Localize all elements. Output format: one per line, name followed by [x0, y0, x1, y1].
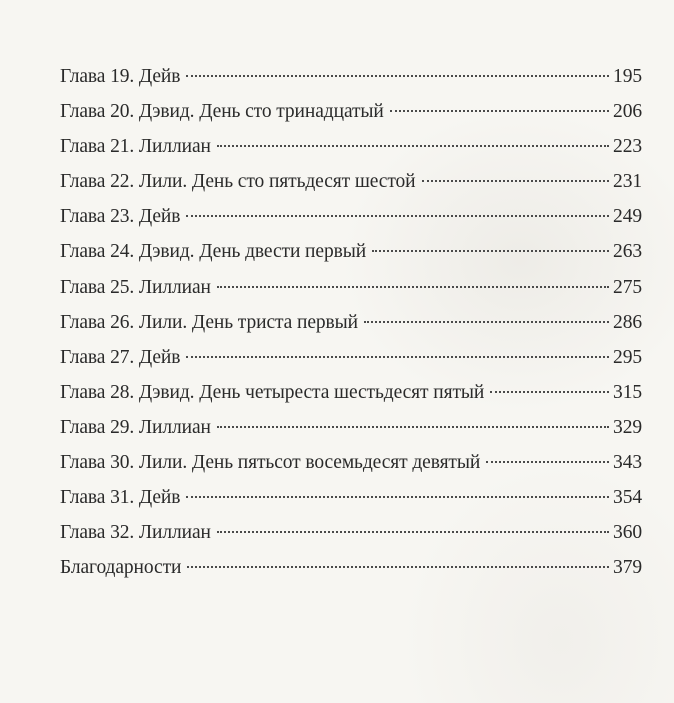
dot-leader — [490, 391, 609, 393]
toc-entry — [60, 445, 642, 480]
toc-entry — [60, 340, 642, 375]
toc-entry — [60, 59, 642, 94]
toc-entry — [60, 270, 642, 305]
toc-entry-page: 231 — [613, 171, 642, 193]
dot-leader — [186, 356, 609, 358]
toc-entry-page: 379 — [613, 557, 642, 579]
toc-entry-page: 315 — [613, 381, 642, 403]
toc-entry-title: Глава 27. Дейв — [60, 346, 181, 368]
toc-entry-title: Глава 22. Лили. День сто пятьдесят шестой — [60, 171, 416, 193]
toc-entry-page: 263 — [613, 241, 642, 263]
toc-entry-page: 195 — [613, 66, 642, 87]
toc-entry-title: Глава 24. Дэвид. День двести первый — [60, 241, 367, 263]
dot-leader — [217, 286, 609, 288]
dot-leader — [217, 426, 609, 428]
toc-entry-title: Глава 32. Лиллиан — [60, 522, 211, 544]
toc-entry-title: Глава 30. Лили. День пятьсот восемьдесят девятый — [60, 452, 481, 474]
toc-entry-page: 360 — [613, 522, 642, 544]
dot-leader — [364, 321, 609, 323]
dot-leader — [186, 75, 609, 77]
toc-entry-title: Глава 19. Дейв — [60, 66, 181, 87]
dot-leader — [217, 531, 609, 533]
toc-entry-title: Глава 31. Дейв — [60, 487, 181, 509]
toc-entry — [60, 199, 642, 234]
toc-entry-title: Глава 28. Дэвид. День четыреста шестьдесят пятый — [60, 381, 485, 403]
toc-entry — [60, 550, 642, 585]
toc-entry-page: 354 — [613, 487, 642, 509]
toc-entry-page: 343 — [613, 452, 642, 474]
dot-leader — [187, 566, 609, 568]
toc-entry-title: Глава 20. Дэвид. День сто тринадцатый — [60, 101, 384, 123]
toc-entry-page: 223 — [613, 136, 642, 158]
toc-entry-title: Глава 23. Дейв — [60, 206, 181, 228]
toc-entry — [60, 480, 642, 515]
dot-leader — [422, 180, 610, 182]
table-of-contents — [60, 59, 642, 585]
dot-leader — [217, 145, 609, 147]
toc-entry — [60, 129, 642, 164]
dot-leader — [186, 496, 609, 498]
toc-entry — [60, 305, 642, 340]
toc-entry-title: Благодарности — [60, 557, 182, 579]
toc-entry-title: Глава 26. Лили. День триста первый — [60, 311, 358, 333]
toc-entry-page: 206 — [613, 101, 642, 123]
toc-entry — [60, 515, 642, 550]
toc-entry — [60, 94, 642, 129]
dot-leader — [390, 110, 609, 112]
toc-entry-page: 295 — [613, 346, 642, 368]
dot-leader — [186, 215, 609, 217]
toc-entry-title: Глава 25. Лиллиан — [60, 276, 211, 298]
toc-entry-page: 249 — [613, 206, 642, 228]
toc-entry — [60, 375, 642, 410]
toc-entry-page: 275 — [613, 276, 642, 298]
toc-entry — [60, 410, 642, 445]
toc-entry-page: 329 — [613, 416, 642, 438]
toc-entry-title: Глава 21. Лиллиан — [60, 136, 211, 158]
toc-entry — [60, 234, 642, 269]
dot-leader — [372, 250, 609, 252]
toc-entry — [60, 164, 642, 199]
toc-entry-title: Глава 29. Лиллиан — [60, 416, 211, 438]
toc-entry-page: 286 — [613, 311, 642, 333]
dot-leader — [486, 461, 609, 463]
